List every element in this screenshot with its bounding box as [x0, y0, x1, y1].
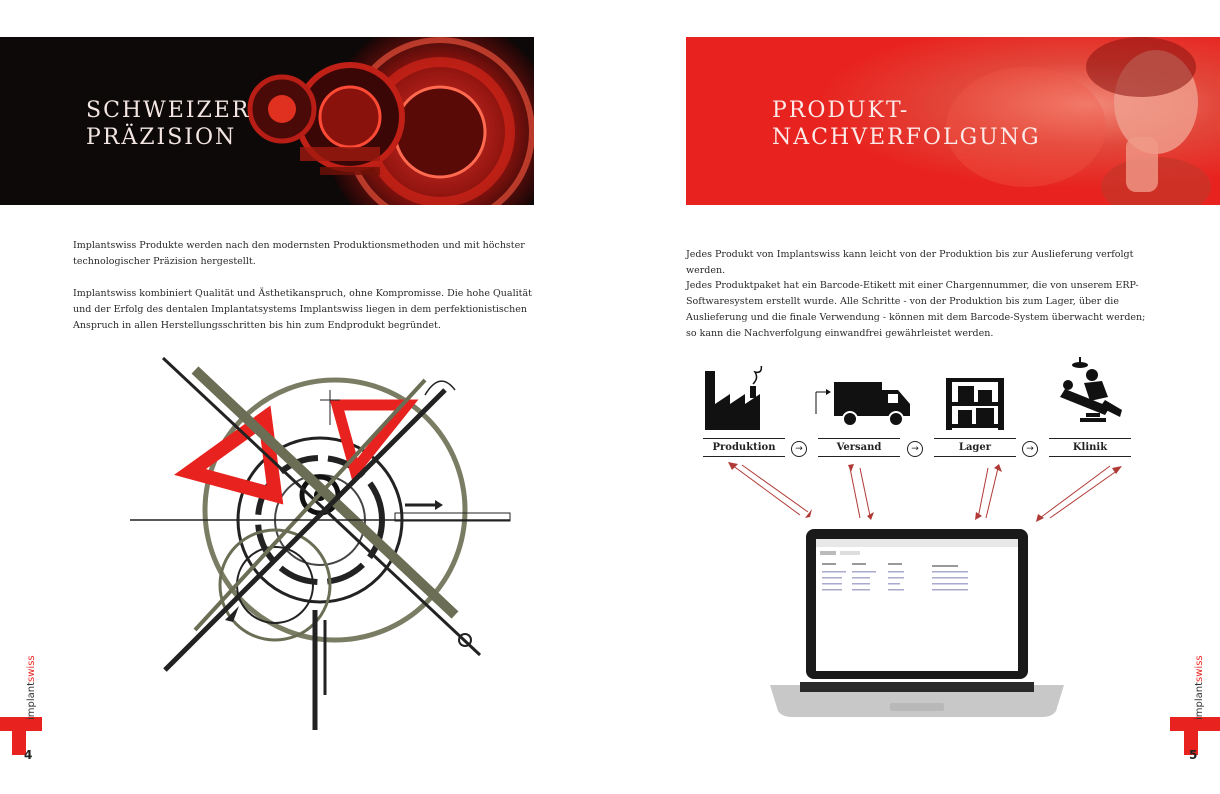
intro-paragraph: Implantswiss Produkte werden nach den modernsten Produktionsmethoden und mit höchster technologischer Präzision hergestellt. [73, 240, 525, 267]
banner-product-tracking [686, 37, 1220, 205]
right-page [610, 0, 1220, 794]
banner-title-line2: NACHVERFOLGUNG [772, 125, 1041, 150]
flow-line-top [934, 438, 1016, 439]
laptop-image [760, 525, 1070, 720]
flow-line-bottom [1049, 456, 1131, 457]
page-number: 4 [24, 748, 33, 762]
shelf-icon [944, 376, 1006, 430]
turbine-image [0, 37, 534, 205]
precision-graphic [125, 350, 515, 730]
banner-title-line1: PRODUKT- [772, 98, 910, 123]
arrow-right-icon: → [907, 441, 923, 457]
flow-line-bottom [934, 456, 1016, 457]
banner-title [86, 97, 250, 151]
quality-paragraph: Implantswiss kombiniert Qualität und Ästhetikanspruch, ohne Kompromisse. Die hohe Qualität und der Erfolg des dentalen Implantatsystems Implantswiss liegen in dem perfektionistischen Anspruch in allen Herstellungsschritten bis hin zum Endprodukt begründet. [73, 288, 532, 331]
arrow-right-icon: → [791, 441, 807, 457]
arrow-right-icon: → [1022, 441, 1038, 457]
banner-title-line1: SCHWEIZER [86, 98, 251, 123]
dental-chair-icon [1050, 355, 1130, 425]
flow-line-bottom [703, 456, 785, 457]
factory-icon [702, 366, 772, 430]
flow-line-bottom [818, 456, 900, 457]
flow-step-produktion: Produktion [712, 442, 776, 453]
flow-step-klinik: Klinik [1072, 442, 1108, 453]
barcode-paragraph: Jedes Produktpaket hat ein Barcode-Etikett mit einer Chargennummer, die von unserem ERP-Softwaresystem erstellt wurde. Alle Schritte - von der Produktion bis zum Lager, über die Auslieferung und die finale Verwendung - können mit dem Barcode-System überwacht werden; so kann die Nachverfolgung einwandfrei gewährleistet werden. [686, 280, 1146, 339]
flow-line-top [703, 438, 785, 439]
banner-swiss-precision [0, 37, 534, 205]
brand-wordmark: implantswiss [26, 655, 37, 720]
page-number: 5 [1189, 748, 1198, 762]
truck-icon [810, 378, 915, 430]
banner-title [772, 97, 1041, 151]
banner-title-line2: PRÄZISION [86, 125, 237, 150]
flow-line-top [1049, 438, 1131, 439]
brand-wordmark: implantswiss [1194, 655, 1205, 720]
sync-arrows [720, 460, 1140, 525]
flow-step-versand: Versand [836, 442, 882, 453]
tracking-intro-paragraph: Jedes Produkt von Implantswiss kann leicht von der Produktion bis zur Auslieferung verfolgt werden. [686, 249, 1134, 276]
flow-line-top [818, 438, 900, 439]
flow-step-lager: Lager [958, 442, 992, 453]
